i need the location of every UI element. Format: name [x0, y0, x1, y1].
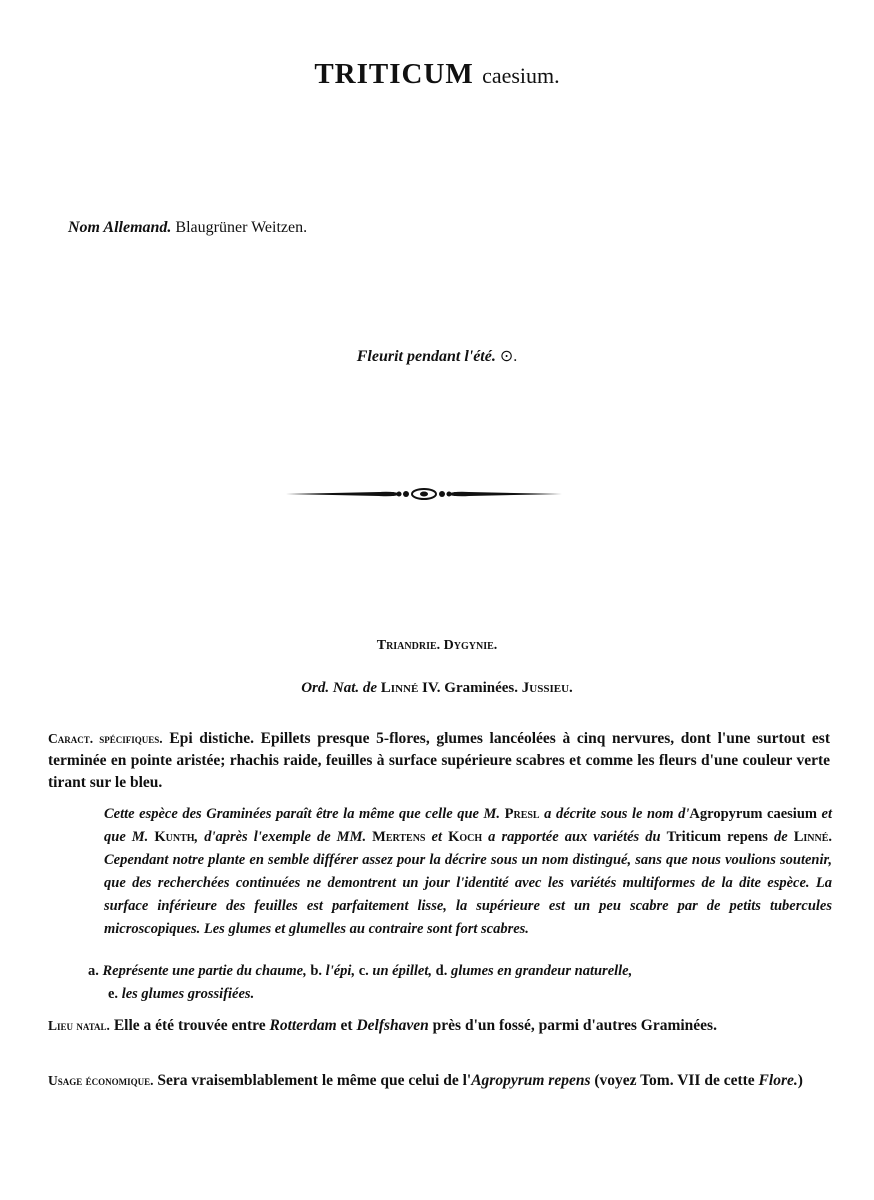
note-author: Mertens: [372, 829, 426, 845]
ord-family-author: Jussieu.: [521, 680, 573, 696]
note-text: , d'après l'exemple de MM.: [194, 829, 367, 845]
figure-caption: Représente une partie du chaume,: [102, 963, 307, 979]
note-author: Presl: [504, 806, 540, 822]
note-author: Linné.: [793, 829, 833, 845]
classification-line: Triandrie. Dygynie.: [376, 638, 498, 653]
page-title: [0, 58, 874, 91]
species-name: caesium.: [482, 63, 560, 88]
usage-flore: Flore.: [758, 1072, 798, 1089]
figure-letter: a.: [88, 963, 99, 979]
note-text: et que M.: [104, 806, 832, 845]
note-species: Agropyrum caesium: [689, 806, 817, 822]
note-author: Koch: [448, 829, 483, 845]
note-text: Cette espèce des Graminées paraît être la même que celle que M.: [104, 806, 501, 822]
place-name: Delfshaven: [356, 1017, 429, 1034]
species-note: [104, 803, 832, 941]
figure-legend: [88, 960, 832, 1006]
caract-text: Epi distiche. Epillets presque 5-flores, glumes lancéolées à cinq nervures, dont l'une surtout est terminée en pointe aristée; rhachis raide, feuilles à surface supérieure scabres et comme les fleurs d'une couleur verte tirant sur le bleu.: [48, 730, 830, 791]
flowering-line: [0, 346, 874, 366]
place-name: Rotterdam: [269, 1017, 337, 1034]
german-name-line: [68, 219, 307, 237]
ord-prefix: Ord. Nat. de: [301, 680, 378, 696]
german-name-label: Nom Allemand.: [68, 219, 172, 236]
note-text: et: [431, 829, 443, 845]
usage-text: (voyez Tom. VII de cette: [594, 1072, 755, 1089]
figure-caption: glumes en grandeur naturelle,: [450, 963, 633, 979]
lieu-text: près d'un fossé, parmi d'autres Graminées.: [432, 1017, 717, 1034]
specific-characters: [48, 728, 830, 794]
flowering-text: Fleurit pendant l'été.: [356, 348, 496, 365]
genus-name: TRITICUM: [314, 58, 474, 90]
native-place: [48, 1015, 830, 1037]
note-text: Cependant notre plante en semble différer assez pour la décrire sous un nom distingué, sans que nous voulions soutenir, que des recherchées continuées ne demontrent un jour l'identité avec les variétés multiformes de la dite espèce. La surface inférieure des feuilles est parfaitement lisse, la supérieure est un peu scabre par de petits tubercules microscopiques. Les glumes et glumelles au contraire sont fort scabres.: [104, 852, 832, 937]
lieu-text: et: [340, 1017, 353, 1034]
natural-order-line: [0, 680, 874, 697]
caract-label: Caract. spécifiques.: [48, 731, 163, 746]
lieu-text: Elle a été trouvée entre: [113, 1017, 266, 1034]
annual-symbol-icon: ⊙.: [499, 348, 518, 365]
note-species: Triticum repens: [666, 829, 768, 845]
lieu-label: Lieu natal.: [48, 1018, 110, 1033]
ord-author: Linné: [380, 680, 419, 696]
note-author: Kunth: [154, 829, 195, 845]
usage-text: Sera vraisemblablement le même que celui de l': [157, 1072, 472, 1089]
usage-label: Usage économique.: [48, 1073, 154, 1088]
figure-caption: un épillet,: [372, 963, 433, 979]
usage-species: Agropyrum repens: [471, 1072, 591, 1089]
ord-rest: IV. Graminées.: [422, 680, 519, 696]
note-text: a rapportée aux variétés du: [488, 829, 661, 845]
figure-letter: d.: [435, 963, 448, 979]
figure-letter: b.: [310, 963, 323, 979]
figure-letter: e.: [108, 986, 119, 1002]
usage-text: ): [797, 1072, 803, 1089]
figure-letter: c.: [358, 963, 369, 979]
ornament-divider-icon: [284, 484, 564, 504]
note-text: a décrite sous le nom d': [544, 806, 690, 822]
economic-use: [48, 1070, 830, 1092]
figure-caption: l'épi,: [325, 963, 356, 979]
note-text: de: [774, 829, 788, 845]
german-name-value: Blaugrüner Weitzen.: [175, 219, 308, 236]
figure-caption: les glumes grossifiées.: [121, 986, 255, 1002]
